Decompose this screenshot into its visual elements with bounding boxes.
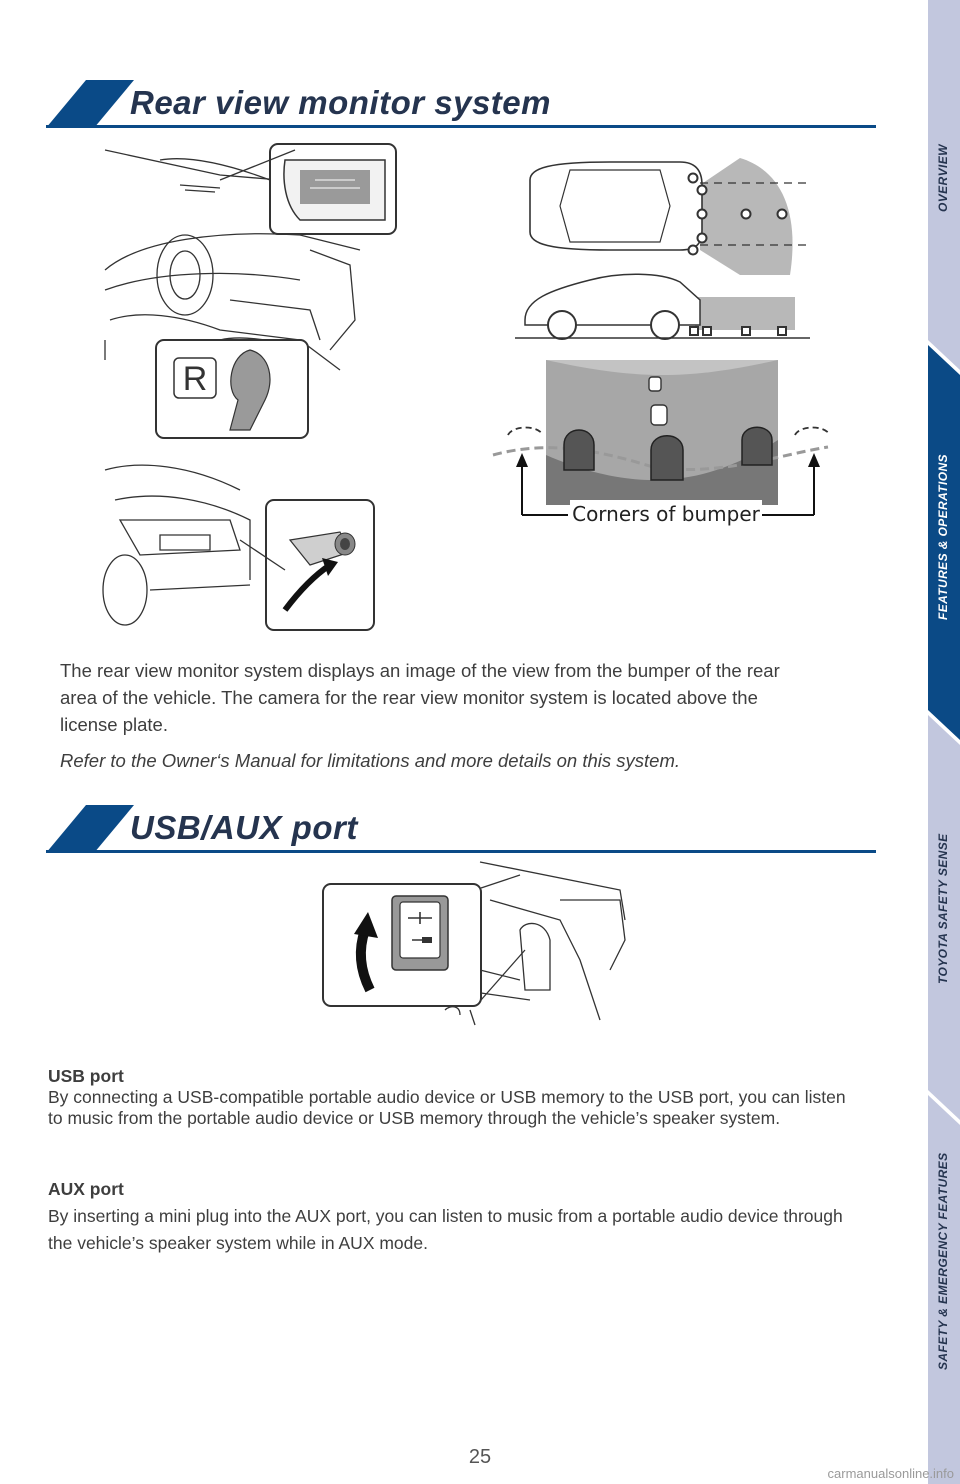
page-number: 25 bbox=[468, 1446, 492, 1468]
side-navigation bbox=[928, 0, 960, 1484]
usb-port-paragraph bbox=[48, 1066, 858, 1129]
top-view-diagram bbox=[510, 150, 820, 350]
section-title: USB/AUX port bbox=[130, 809, 358, 846]
aux-port-heading: AUX port bbox=[48, 1179, 124, 1199]
header-tab-shape bbox=[46, 805, 134, 853]
nav-item-toyota-safety-sense[interactable]: TOYOTA SAFETY SENSE bbox=[936, 833, 950, 984]
section-header-usb-aux bbox=[0, 805, 880, 861]
usb-port-illustration bbox=[320, 860, 630, 1030]
section-rule bbox=[46, 125, 876, 128]
aux-port-paragraph bbox=[48, 1176, 858, 1257]
rear-camera-illustration bbox=[100, 460, 380, 635]
aux-port-body: By inserting a mini plug into the AUX port, you can listen to music from a portable audio device through the vehicle’s speaker system while in AUX mode. bbox=[48, 1206, 843, 1253]
watermark: carmanualsonline.info bbox=[827, 1466, 954, 1481]
header-tab-shape bbox=[46, 80, 134, 128]
gear-r-label: R bbox=[182, 360, 208, 398]
nav-item-features-operations[interactable]: FEATURES & OPERATIONS bbox=[936, 454, 950, 620]
usb-port-heading: USB port bbox=[48, 1066, 124, 1086]
nav-item-safety-emergency[interactable]: SAFETY & EMERGENCY FEATURES bbox=[936, 1152, 950, 1370]
section-header-rear-view bbox=[0, 80, 880, 136]
interior-mirror-illustration bbox=[100, 140, 430, 440]
section-rule bbox=[46, 850, 876, 853]
section-title: Rear view monitor system bbox=[130, 84, 551, 121]
rear-view-note: Refer to the Owner‘s Manual for limitations and more details on this system. bbox=[60, 750, 681, 771]
rear-view-description: The rear view monitor system displays an image of the view from the bumper of the rear area of the vehicle. The camera for the rear view monitor system is located above the license plate. bbox=[60, 660, 780, 735]
usb-port-body: By connecting a USB-compatible portable audio device or USB memory to the USB port, you can listen to music from the portable audio device or USB memory through the vehicle’s speaker system. bbox=[48, 1087, 846, 1128]
nav-item-overview[interactable]: OVERVIEW bbox=[936, 144, 950, 212]
bumper-corners-label: Corners of bumper bbox=[570, 500, 762, 528]
